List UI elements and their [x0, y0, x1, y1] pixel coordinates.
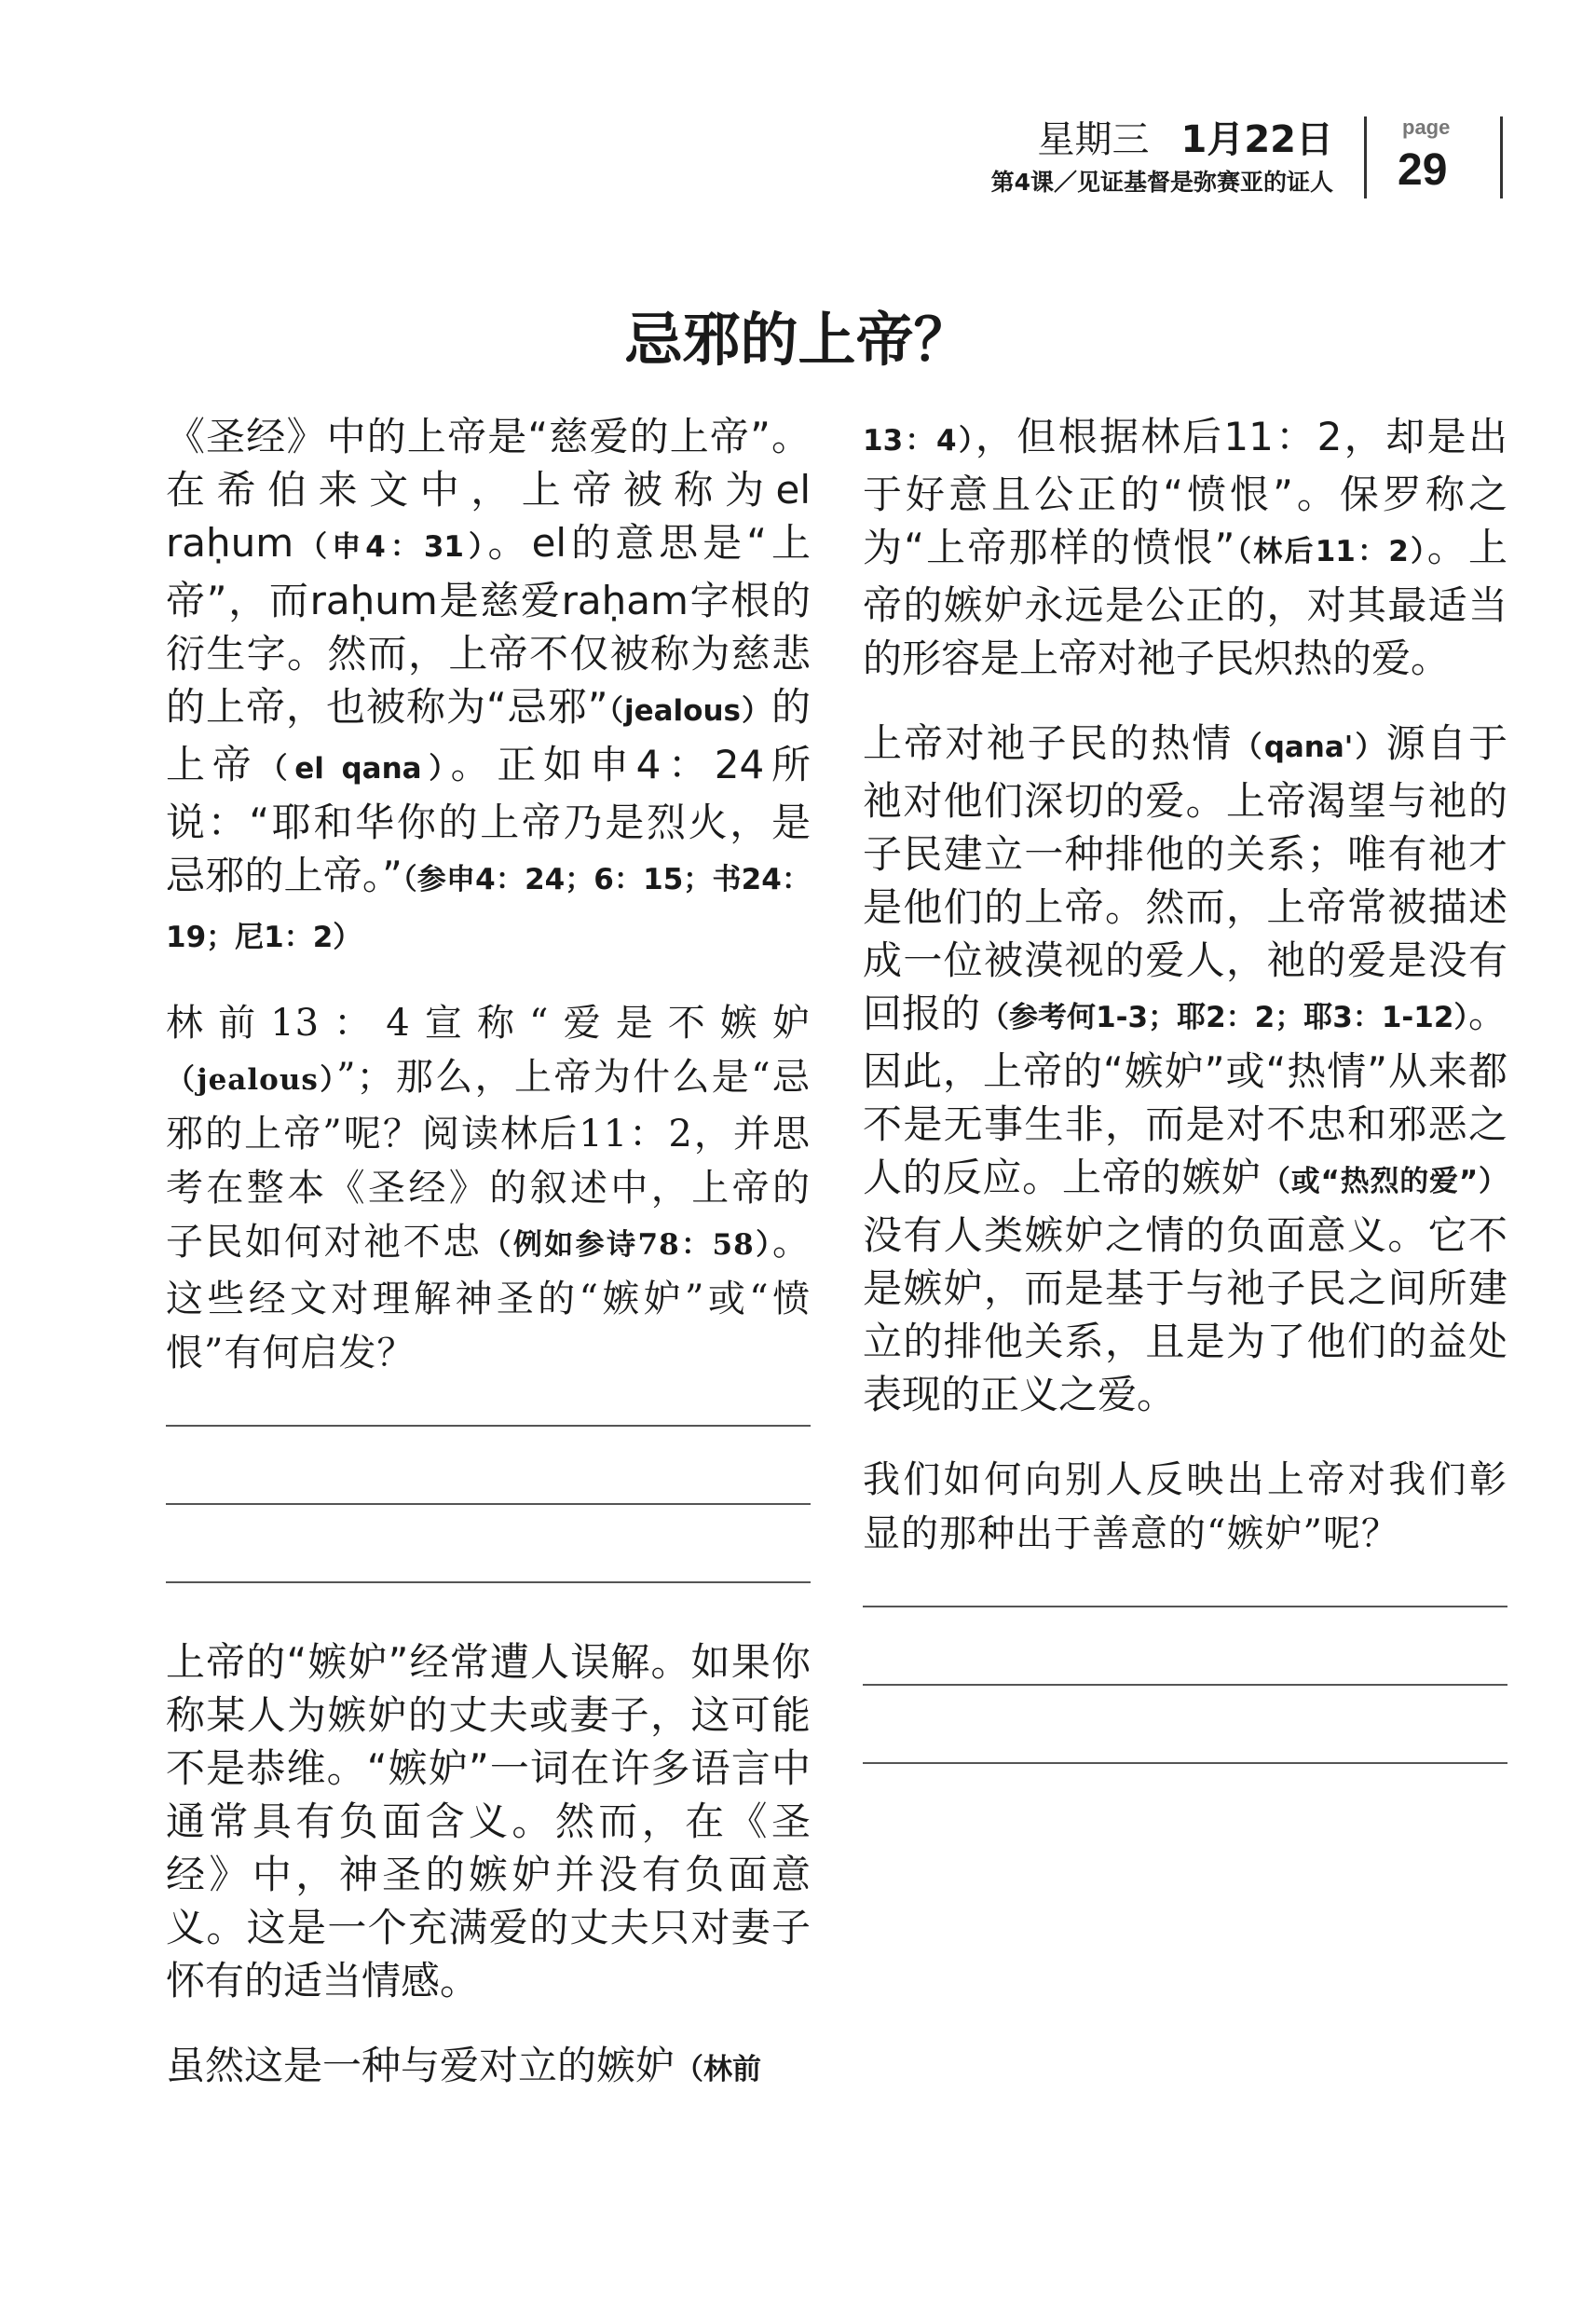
reference: （或“热烈的爱”） — [1261, 1165, 1507, 1198]
answer-line[interactable] — [166, 1581, 811, 1583]
text: 林前13：4宣称“爱是不嫉妒 — [166, 1002, 811, 1045]
page-number: 29 — [1398, 145, 1448, 195]
reference: 13：4） — [863, 424, 975, 458]
page-title: 忌邪的上帝？ — [624, 306, 972, 374]
text: 源自于祂对他们深切的爱。上帝渴望与祂的子民建立一种排他的关系；唯有祂才是他们的上帝。然而，上帝常被描述成一位被漠视的爱人，祂的爱是没有回报的 — [863, 720, 1507, 1036]
text: 。因此，上帝的“嫉妒”或“热情”从来都不是无事生非，而是对不忠和邪恶之人的反应。上帝的嫉妒 — [863, 991, 1507, 1200]
reference: （林后11：2） — [1235, 535, 1427, 568]
intro-paragraph — [166, 410, 811, 964]
text: 《圣经》中的上帝是“慈爱的上帝”。在希伯来文中，上帝被称为el raḥum — [166, 414, 811, 566]
text: 。上帝的嫉妒永远是公正的，对其最适当的形容是上帝对祂子民炽热的爱。 — [863, 525, 1507, 681]
study-question — [166, 996, 811, 1380]
reference: （林前 — [675, 2053, 762, 2086]
text: ”；那么，上帝为什么是“忌邪的上帝”呢？阅读林后11：2，并思考在整本《圣经》的叙述中，上帝的子民如何对祂不忠 — [166, 1056, 811, 1264]
header-edge-rule — [1500, 116, 1503, 198]
answer-lines[interactable] — [166, 1425, 811, 1583]
header-divider — [1364, 116, 1367, 198]
left-column — [166, 410, 811, 2128]
reference: （例如参诗78：58） — [482, 1228, 773, 1262]
day-date-line — [1038, 119, 1334, 160]
answer-lines[interactable] — [863, 1606, 1507, 1764]
body-paragraph: 上帝的“嫉妒”经常遭人误解。如果你称某人为嫉妒的丈夫或妻子，这可能不是恭维。“嫉妒”一词在许多语言中通常具有负面含义。然而，在《圣经》中，神圣的嫉妒并没有负面意义。这是一个充满爱的丈夫只对妻子怀有的适当情感。 — [166, 1639, 811, 2003]
weekday: 星期三 — [1037, 118, 1150, 161]
text: ，但根据林后11：2，却是出于好意且公正的“愤恨”。保罗称之为“上帝那样的愤恨” — [863, 414, 1507, 570]
text: 的上帝 — [166, 684, 811, 787]
reference: （申4：31） — [293, 530, 488, 564]
body-paragraph — [863, 717, 1507, 1421]
answer-line[interactable] — [863, 1684, 1507, 1686]
answer-line[interactable] — [863, 1762, 1507, 1764]
text: 。这些经文对理解神圣的“嫉妒”或“愤恨”有何启发？ — [166, 1221, 812, 1374]
body-paragraph — [166, 2039, 811, 2097]
reference: （参考何1-3；耶2：2；耶3：1-12） — [980, 1001, 1468, 1034]
answer-line[interactable] — [166, 1503, 811, 1505]
reference: （参申4：24；6：15；书24：19；尼1：2） — [166, 863, 812, 954]
answer-line[interactable] — [863, 1606, 1507, 1607]
text: 。正如申4：24所说：“耶和华你的上帝乃是烈火，是忌邪的上帝。” — [166, 742, 811, 898]
reference: （jealous） — [607, 694, 771, 728]
text: 没有人类嫉妒之情的负面意义。它不是嫉妒，而是基于与祂子民之间所建立的排他关系，且是为了他们的益处表现的正义之爱。 — [863, 1212, 1507, 1417]
study-question: 我们如何向别人反映出上帝对我们彰显的那种出于善意的“嫉妒”呢？ — [863, 1458, 1507, 1555]
reference: （el qana） — [258, 752, 451, 786]
page-label: page — [1402, 116, 1451, 139]
right-column — [863, 410, 1507, 1816]
text: 虽然这是一种与爱对立的嫉妒 — [166, 2043, 675, 2088]
lesson-title: 第4课／见证基督是弥赛亚的证人 — [990, 169, 1333, 196]
text: 上帝对祂子民的热情 — [863, 720, 1234, 766]
text: 。el的意思是“上帝”，而raḥum是慈爱raḥam字根的衍生字。然而，上帝不仅被称为慈悲的上帝，也被称为“忌邪” — [166, 520, 811, 730]
reference: （jealous） — [166, 1063, 337, 1097]
page-header — [0, 0, 1596, 214]
date: 1月22日 — [1180, 118, 1333, 161]
answer-line[interactable] — [166, 1425, 811, 1427]
body-paragraph — [863, 410, 1507, 685]
reference: （qana'） — [1233, 731, 1386, 764]
